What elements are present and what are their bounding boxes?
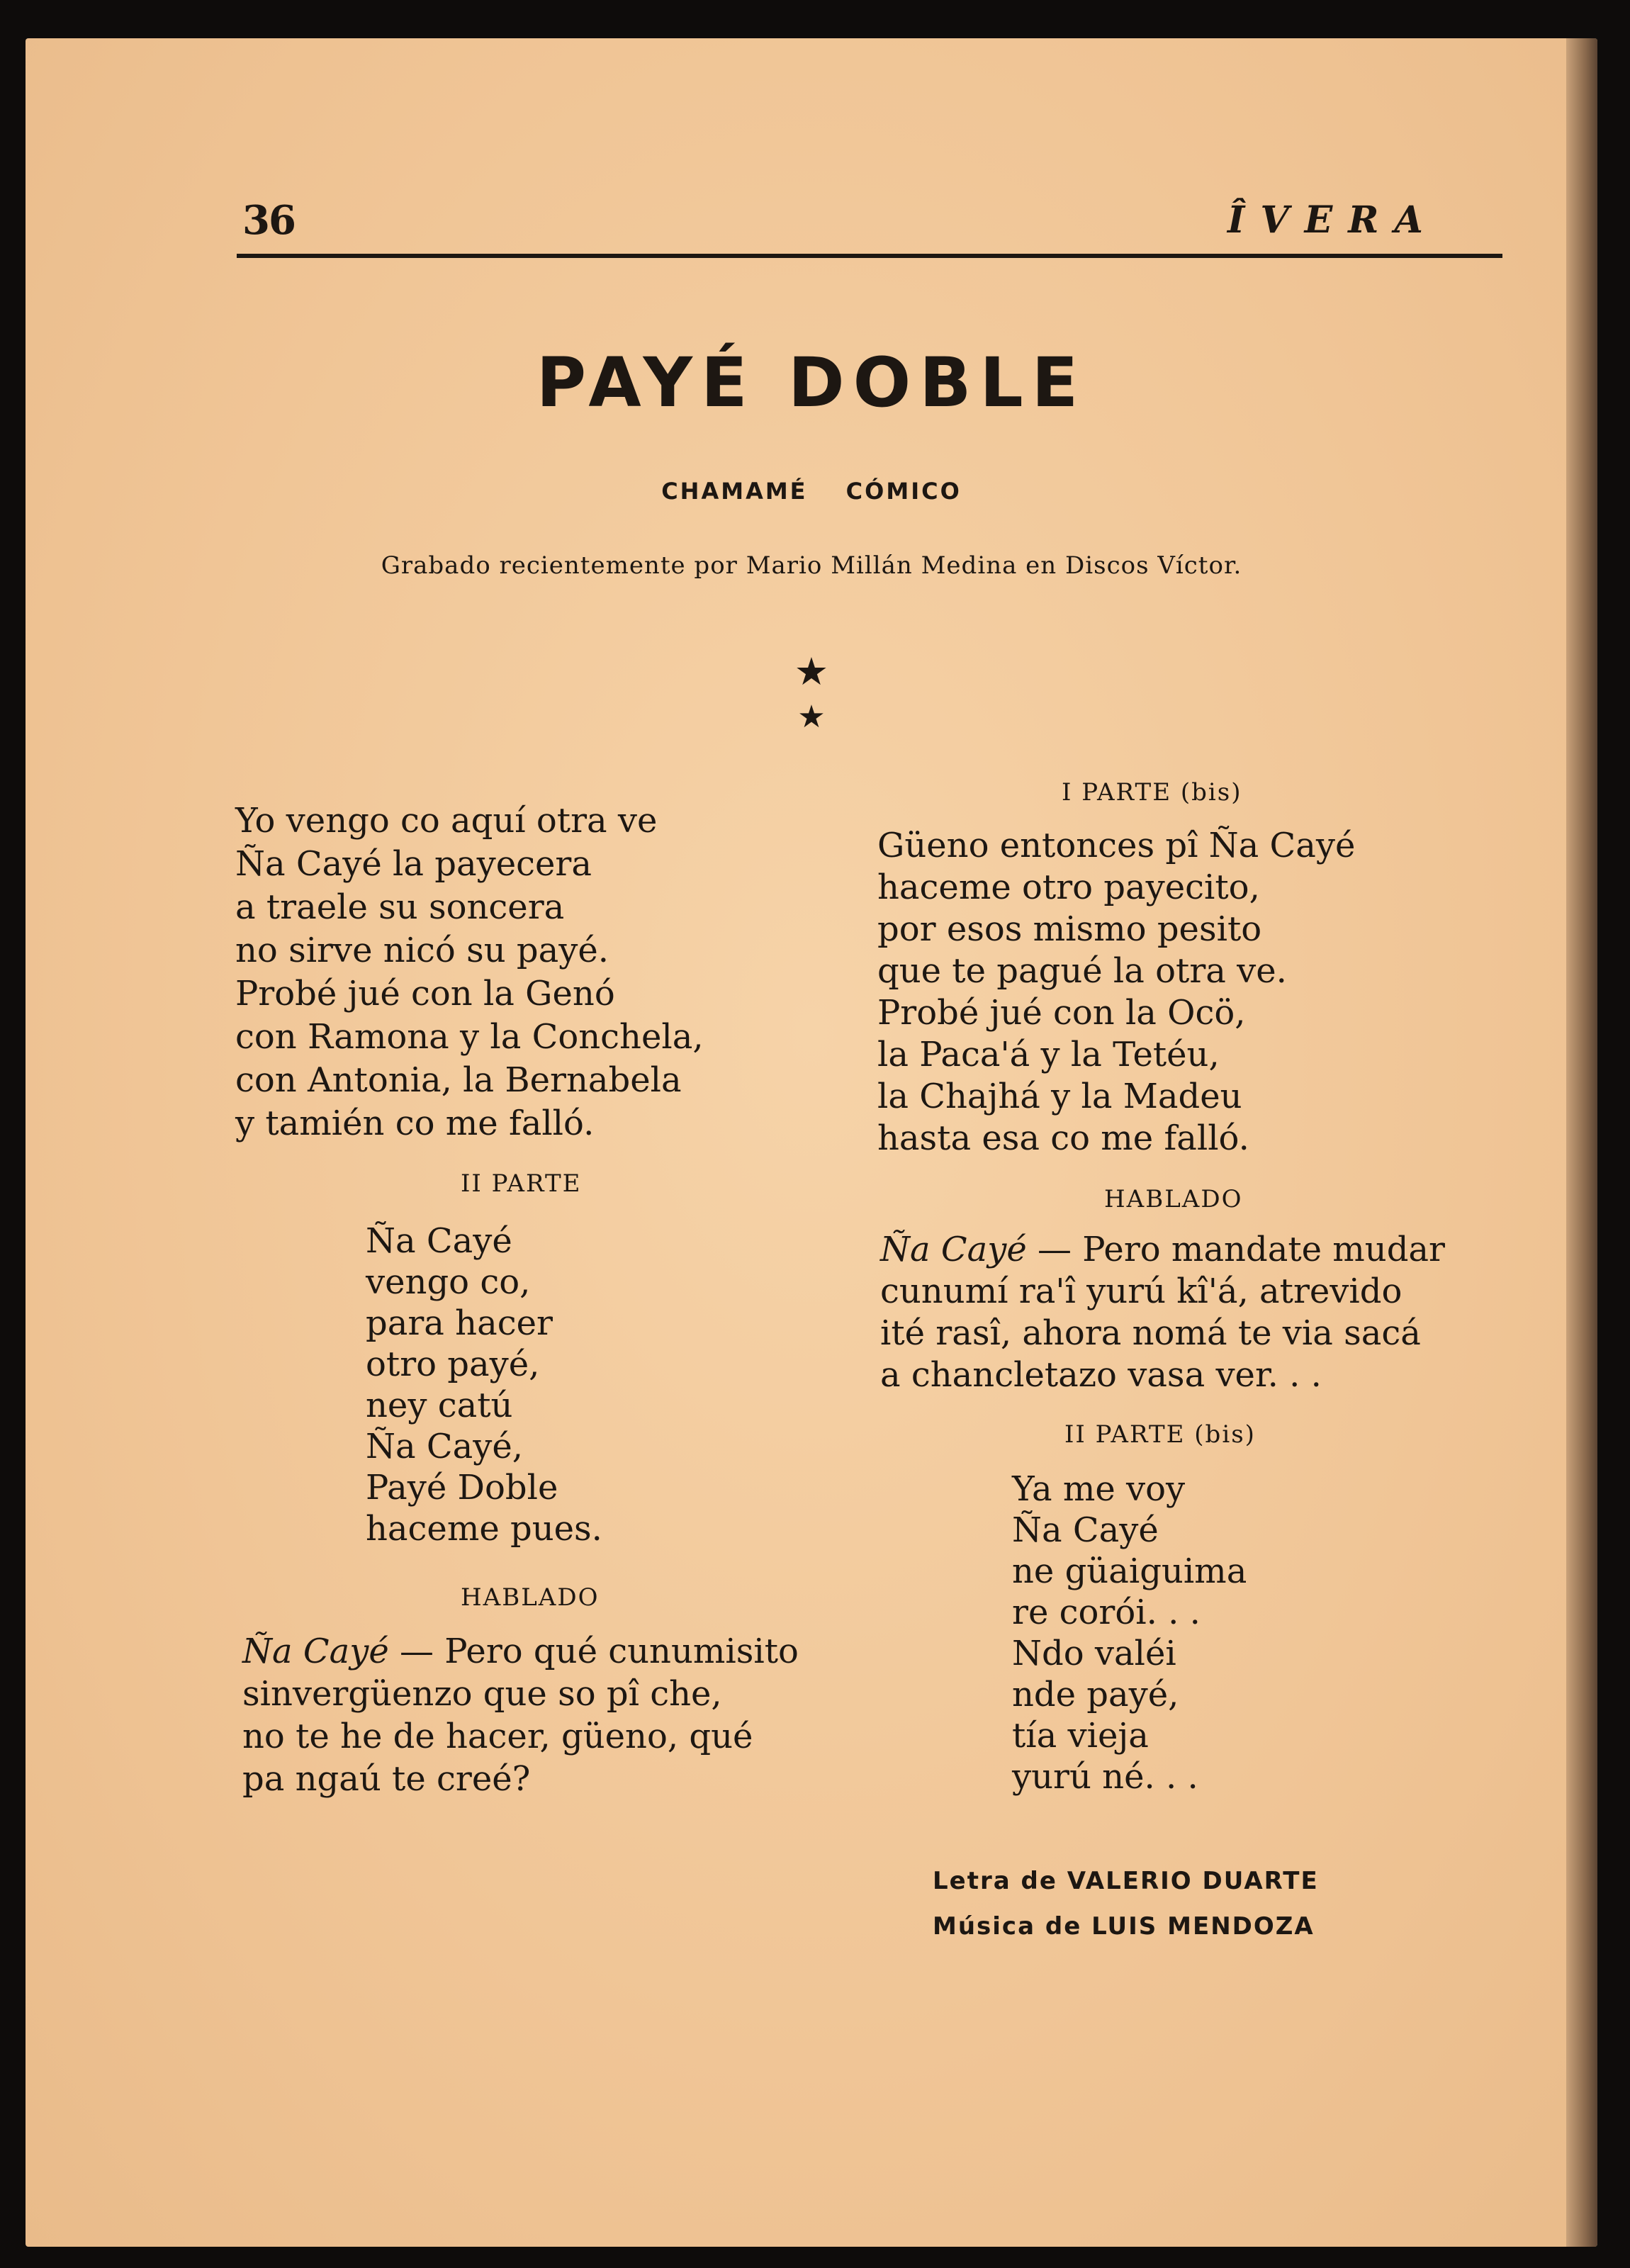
magazine-page bbox=[26, 38, 1597, 2247]
music-credit: Música de LUIS MENDOZA bbox=[933, 1912, 1315, 1941]
recording-note: Grabado recientemente por Mario Millán Medina en Discos Víctor. bbox=[381, 551, 1242, 580]
right-verse-2 bbox=[1012, 1469, 1247, 1797]
verse-line: Ndo valéi bbox=[1012, 1634, 1176, 1673]
header-rule bbox=[237, 254, 1502, 258]
left-spoken-passage bbox=[242, 1630, 799, 1800]
verse-line: para hacer bbox=[366, 1303, 553, 1343]
page-number: 36 bbox=[242, 197, 295, 244]
right-spoken-heading: HABLADO bbox=[1104, 1185, 1243, 1213]
right-part2-heading: II PARTE (bis) bbox=[1064, 1420, 1256, 1449]
song-subtitle: CHAMAMÉ CÓMICO bbox=[661, 478, 962, 505]
spoken-line: no te he de hacer, güeno, qué bbox=[242, 1717, 753, 1756]
verse-line: Ya me voy bbox=[1012, 1469, 1186, 1509]
spoken-line: cunumí ra'î yurú kî'á, atrevido bbox=[880, 1271, 1403, 1311]
verse-line: Ña Cayé bbox=[366, 1221, 512, 1261]
left-verse-2 bbox=[366, 1220, 602, 1549]
spoken-line: — Pero qué cunumisito bbox=[400, 1632, 799, 1671]
verse-line: ne güaiguima bbox=[1012, 1551, 1247, 1591]
verse-line: Payé Doble bbox=[366, 1468, 558, 1508]
verse-line: la Paca'á y la Tetéu, bbox=[877, 1035, 1220, 1074]
spoken-line: — Pero mandate mudar bbox=[1038, 1230, 1445, 1269]
verse-line: Ña Cayé la payecera bbox=[235, 844, 592, 884]
verse-line: Ña Cayé bbox=[1012, 1510, 1159, 1550]
spoken-line: a chancletazo vasa ver. . . bbox=[880, 1355, 1322, 1395]
speaker-name: Ña Cayé bbox=[880, 1230, 1027, 1269]
verse-line: hasta esa co me falló. bbox=[877, 1118, 1249, 1158]
verse-line: no sirve nicó su payé. bbox=[235, 931, 609, 970]
right-part1-heading: I PARTE (bis) bbox=[1062, 778, 1242, 807]
verse-line: tía vieja bbox=[1012, 1716, 1149, 1756]
left-spoken-heading: HABLADO bbox=[461, 1583, 600, 1612]
verse-line: otro payé, bbox=[366, 1344, 540, 1384]
verse-line: haceme pues. bbox=[366, 1509, 602, 1549]
verse-line: con Ramona y la Conchela, bbox=[235, 1017, 704, 1057]
speaker-name: Ña Cayé bbox=[242, 1632, 389, 1671]
verse-line: yurú né. . . bbox=[1012, 1757, 1198, 1797]
spoken-line: sinvergüenzo que so pî che, bbox=[242, 1674, 722, 1714]
verse-line: Probé jué con la Ocö, bbox=[877, 993, 1246, 1033]
verse-line: y tamién co me falló. bbox=[235, 1104, 595, 1143]
right-verse-1 bbox=[877, 825, 1355, 1160]
lyrics-credit: Letra de VALERIO DUARTE bbox=[933, 1867, 1319, 1895]
star-ornament-icon: ★ bbox=[797, 699, 826, 735]
verse-line: la Chajhá y la Madeu bbox=[877, 1077, 1242, 1116]
verse-line: que te pagué la otra ve. bbox=[877, 951, 1287, 991]
spoken-line: pa ngaú te creé? bbox=[242, 1759, 531, 1799]
verse-line: a traele su soncera bbox=[235, 887, 565, 927]
spoken-line: ité rasî, ahora nomá te via sacá bbox=[880, 1313, 1421, 1353]
verse-line: vengo co, bbox=[366, 1262, 531, 1302]
verse-line: Probé jué con la Genó bbox=[235, 974, 615, 1014]
left-part2-heading: II PARTE bbox=[461, 1169, 582, 1198]
verse-line: Güeno entonces pî Ña Cayé bbox=[877, 826, 1356, 865]
verse-line: nde payé, bbox=[1012, 1675, 1179, 1714]
verse-line: ney catú bbox=[366, 1386, 513, 1425]
publication-title: ÎVERA bbox=[1227, 198, 1439, 242]
verse-line: Ña Cayé, bbox=[366, 1427, 523, 1466]
verse-line: haceme otro payecito, bbox=[877, 868, 1260, 907]
verse-line: con Antonia, la Bernabela bbox=[235, 1060, 682, 1100]
verse-line: re corói. . . bbox=[1012, 1593, 1201, 1632]
verse-line: Yo vengo co aquí otra ve bbox=[235, 801, 658, 841]
star-ornament-icon: ★ bbox=[794, 649, 829, 694]
song-title: PAYÉ DOBLE bbox=[536, 343, 1087, 422]
verse-line: por esos mismo pesito bbox=[877, 909, 1262, 949]
left-verse-1 bbox=[235, 799, 704, 1145]
right-spoken-passage bbox=[880, 1229, 1445, 1396]
